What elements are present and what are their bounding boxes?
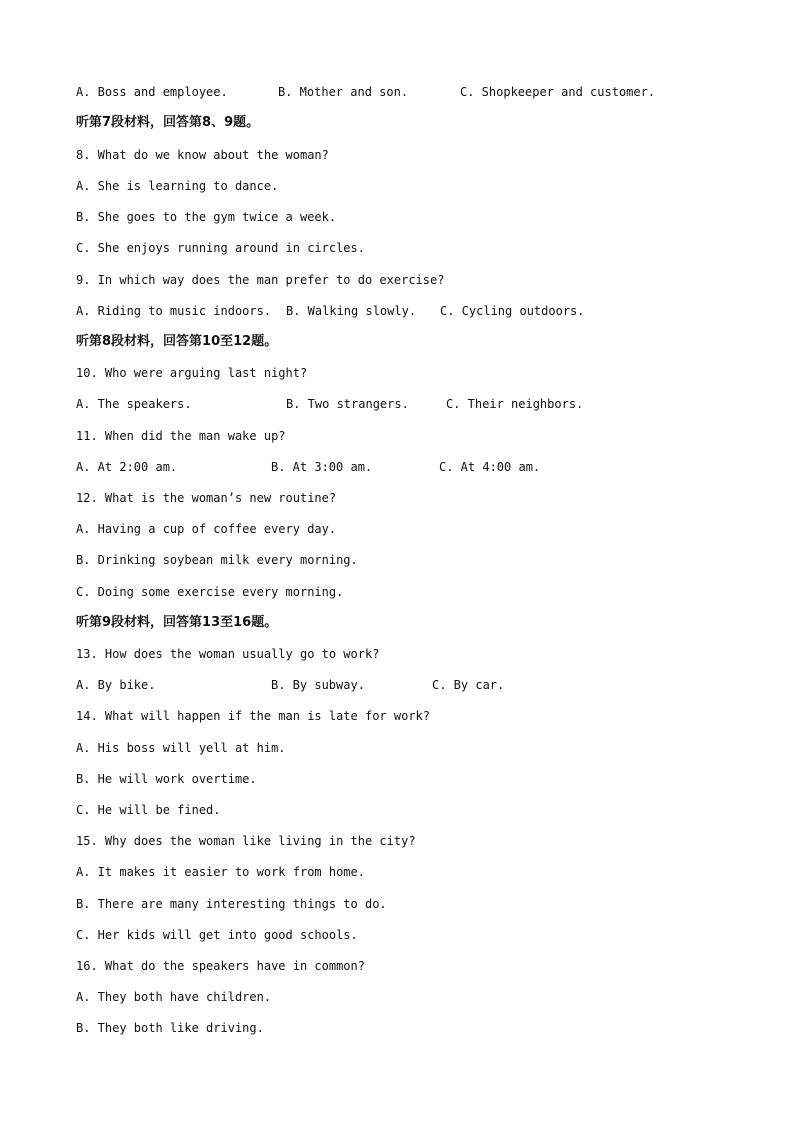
q7-option-b: B. Mother and son. [278,85,409,99]
q9-option-c: C. Cycling outdoors. [440,304,585,318]
q12-option-b: B. Drinking soybean milk every morning. [76,553,358,567]
q8-option-c: C. She enjoys running around in circles. [76,241,365,255]
q10-option-b: B. Two strangers. [286,397,409,411]
q12-question: 12. What is the woman’s new routine? [76,491,337,505]
q13-option-c: C. By car. [432,678,505,692]
q15-question: 15. Why does the woman like living in the city? [76,834,416,848]
q8-question: 8. What do we know about the woman? [76,148,329,162]
q14-option-a: A. His boss will yell at him. [76,741,286,755]
q10-option-c: C. Their neighbors. [446,397,584,411]
section-9-heading: 听第9段材料，回答第13至16题。 [76,615,278,630]
q12-option-c: C. Doing some exercise every morning. [76,585,344,599]
q9-question: 9. In which way does the man prefer to do exercise? [76,273,445,287]
q16-question: 16. What do the speakers have in common? [76,959,365,973]
q13-option-b: B. By subway. [271,678,365,692]
q7-option-a: A. Boss and employee. [76,85,228,99]
q13-option-a: A. By bike. [76,678,156,692]
q9-option-a: A. Riding to music indoors. [76,304,272,318]
q13-question: 13. How does the woman usually go to work? [76,647,380,661]
q7-option-c: C. Shopkeeper and customer. [460,85,656,99]
q8-option-b: B. She goes to the gym twice a week. [76,210,337,224]
q14-option-c: C. He will be fined. [76,803,221,817]
q11-option-c: C. At 4:00 am. [439,460,541,474]
q8-option-a: A. She is learning to dance. [76,179,279,193]
q16-option-b: B. They both like driving. [76,1021,264,1035]
q11-question: 11. When did the man wake up? [76,429,286,443]
q15-option-c: C. Her kids will get into good schools. [76,928,358,942]
section-8-heading: 听第8段材料，回答第10至12题。 [76,334,278,349]
q14-question: 14. What will happen if the man is late for work? [76,709,431,723]
q10-option-a: A. The speakers. [76,397,192,411]
q15-option-b: B. There are many interesting things to do. [76,897,387,911]
q9-option-b: B. Walking slowly. [286,304,417,318]
q12-option-a: A. Having a cup of coffee every day. [76,522,337,536]
q11-option-b: B. At 3:00 am. [271,460,373,474]
q15-option-a: A. It makes it easier to work from home. [76,865,365,879]
q10-question: 10. Who were arguing last night? [76,366,308,380]
q16-option-a: A. They both have children. [76,990,272,1004]
q14-option-b: B. He will work overtime. [76,772,257,786]
section-7-heading: 听第7段材料，回答第8、9题。 [76,115,260,130]
q11-option-a: A. At 2:00 am. [76,460,178,474]
